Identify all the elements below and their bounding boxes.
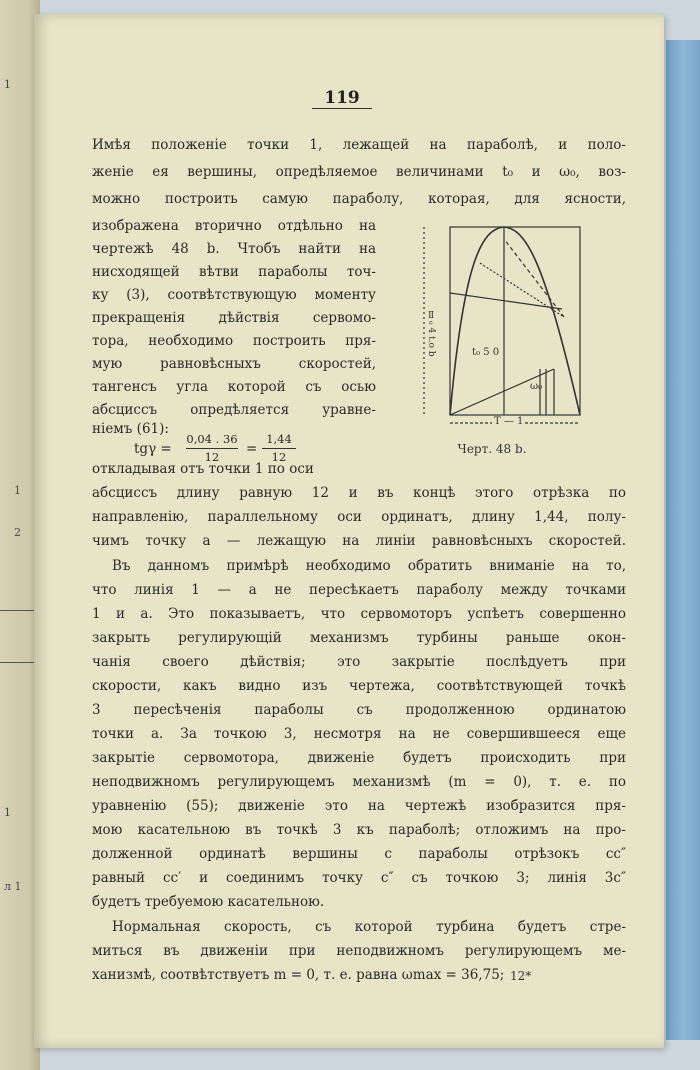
text-line: направленію, параллельному оси ординатъ, длину 1,44, полу-: [92, 509, 626, 525]
text-line: что линія 1 — a не пересѣкаетъ параболу между точками: [92, 582, 626, 598]
text-line: изображена вторично отдѣльно на: [92, 218, 376, 234]
text-line: миться въ движеніи при неподвижномъ регулирующемъ ме-: [92, 943, 626, 959]
text-line: ханизмѣ, соотвѣтствуетъ m = 0, т. е. равна ωmax = 36,75;: [92, 967, 505, 983]
formula-equals: =: [246, 441, 258, 457]
dotted-line: [480, 263, 564, 317]
text-line: чанія своего дѣйствія; это закрытіе послѣдуетъ при: [92, 654, 626, 670]
prev-page-mark: л 1: [4, 880, 22, 893]
blue-background-edge: [666, 40, 700, 1040]
figure-label: ω₀: [530, 381, 543, 392]
prev-page-mark: 1: [4, 78, 11, 91]
text-line: женіе ея вершины, опредѣляемое величинами t₀ и ω₀, воз-: [92, 164, 626, 180]
text-line: тангенсъ угла которой съ осью: [92, 379, 376, 395]
page-number: 119: [312, 88, 372, 109]
text-line: нисходящей вѣтви параболы точ-: [92, 264, 376, 280]
text-line: закрыть регулирующій механизмъ турбины раньше окон-: [92, 630, 626, 646]
text-line: тора, необходимо построить пря-: [92, 333, 376, 349]
figure-caption: Черт. 48 b.: [457, 442, 527, 456]
prev-page-mark: 1: [4, 806, 11, 819]
text-line: чертежѣ 48 b. Чтобъ найти на: [92, 241, 376, 257]
figure-label: Ⅱ₀ 4 t.o b: [426, 311, 436, 357]
text-line: скорости, какъ видно изъ чертежа, соотвѣтствующей точкѣ: [92, 678, 626, 694]
prev-page-mark: 1: [14, 484, 21, 497]
text-line: Въ данномъ примѣрѣ необходимо обратить вниманіе на то,: [112, 558, 626, 574]
text-line: равный cc′ и соединимъ точку c″ съ точкою 3; линія 3c″: [92, 870, 626, 886]
figure-48b: [394, 219, 586, 429]
text-line: ку (3), соотвѣтствующую моменту: [92, 287, 376, 303]
text-line: уравненію (55); движеніе это на чертежѣ изобразится пря-: [92, 798, 626, 814]
figure-label: t₀ 5 0: [472, 347, 500, 358]
text-line: откладывая отъ точки 1 по оси: [92, 461, 314, 477]
text-line: абсциссъ опредѣляется уравне-: [92, 402, 376, 418]
text-line: ніемъ (61):: [92, 421, 169, 437]
text-line: Нормальная скорость, съ которой турбина будетъ стре-: [112, 919, 626, 935]
text-line: 3 пересѣченія параболы съ продолженною ординатою: [92, 702, 626, 718]
text-line: мую равновѣсныхъ скоростей,: [92, 356, 376, 372]
prev-page-mark: 2: [14, 526, 21, 539]
text-line: будетъ требуемою касательною.: [92, 894, 325, 910]
formula-fraction-bar: [186, 448, 238, 449]
text-line: точки a. За точкою 3, несмотря на не совершившееся еще: [92, 726, 626, 742]
printer-signature: 12*: [510, 969, 532, 983]
formula-fraction-bar: [262, 448, 296, 449]
text-line: абсциссъ длину равную 12 и въ концѣ этого отрѣзка по: [92, 485, 626, 501]
figure-label: T — 1: [494, 416, 524, 427]
text-line: можно построить самую параболу, которая, для ясности,: [92, 191, 626, 207]
equilibrium-line: [450, 369, 554, 415]
text-line: закрытіе сервомотора, движеніе будетъ происходить при: [92, 750, 626, 766]
text-line: 1 и a. Это показываетъ, что сервомоторъ успѣетъ совершенно: [92, 606, 626, 622]
formula-lhs: tgγ =: [134, 441, 172, 457]
text-line: прекращенія дѣйствія сервомо-: [92, 310, 376, 326]
chord-line: [450, 293, 562, 309]
text-line: неподвижномъ регулирующемъ механизмѣ (m = 0), т. е. по: [92, 774, 626, 790]
text-line: мою касательною въ точкѣ 3 къ параболѣ; отложимъ на про-: [92, 822, 626, 838]
prev-page-rule: [0, 610, 38, 611]
text-line: Имѣя положеніе точки 1, лежащей на параболѣ, и поло-: [92, 137, 626, 153]
prev-page-rule: [0, 662, 38, 663]
book-page: [34, 14, 664, 1048]
formula-numerator: 1,44: [266, 432, 292, 446]
text-line: чимъ точку a — лежащую на линіи равновѣсныхъ скоростей.: [92, 533, 626, 549]
text-line: долженной ординатѣ вершины c параболы отрѣзокъ cc″: [92, 846, 626, 862]
parabola-diagram: [394, 219, 586, 429]
formula-denominator: 12: [204, 450, 220, 464]
formula-numerator: 0,04 . 36: [186, 432, 238, 446]
formula-denominator: 12: [271, 450, 287, 464]
